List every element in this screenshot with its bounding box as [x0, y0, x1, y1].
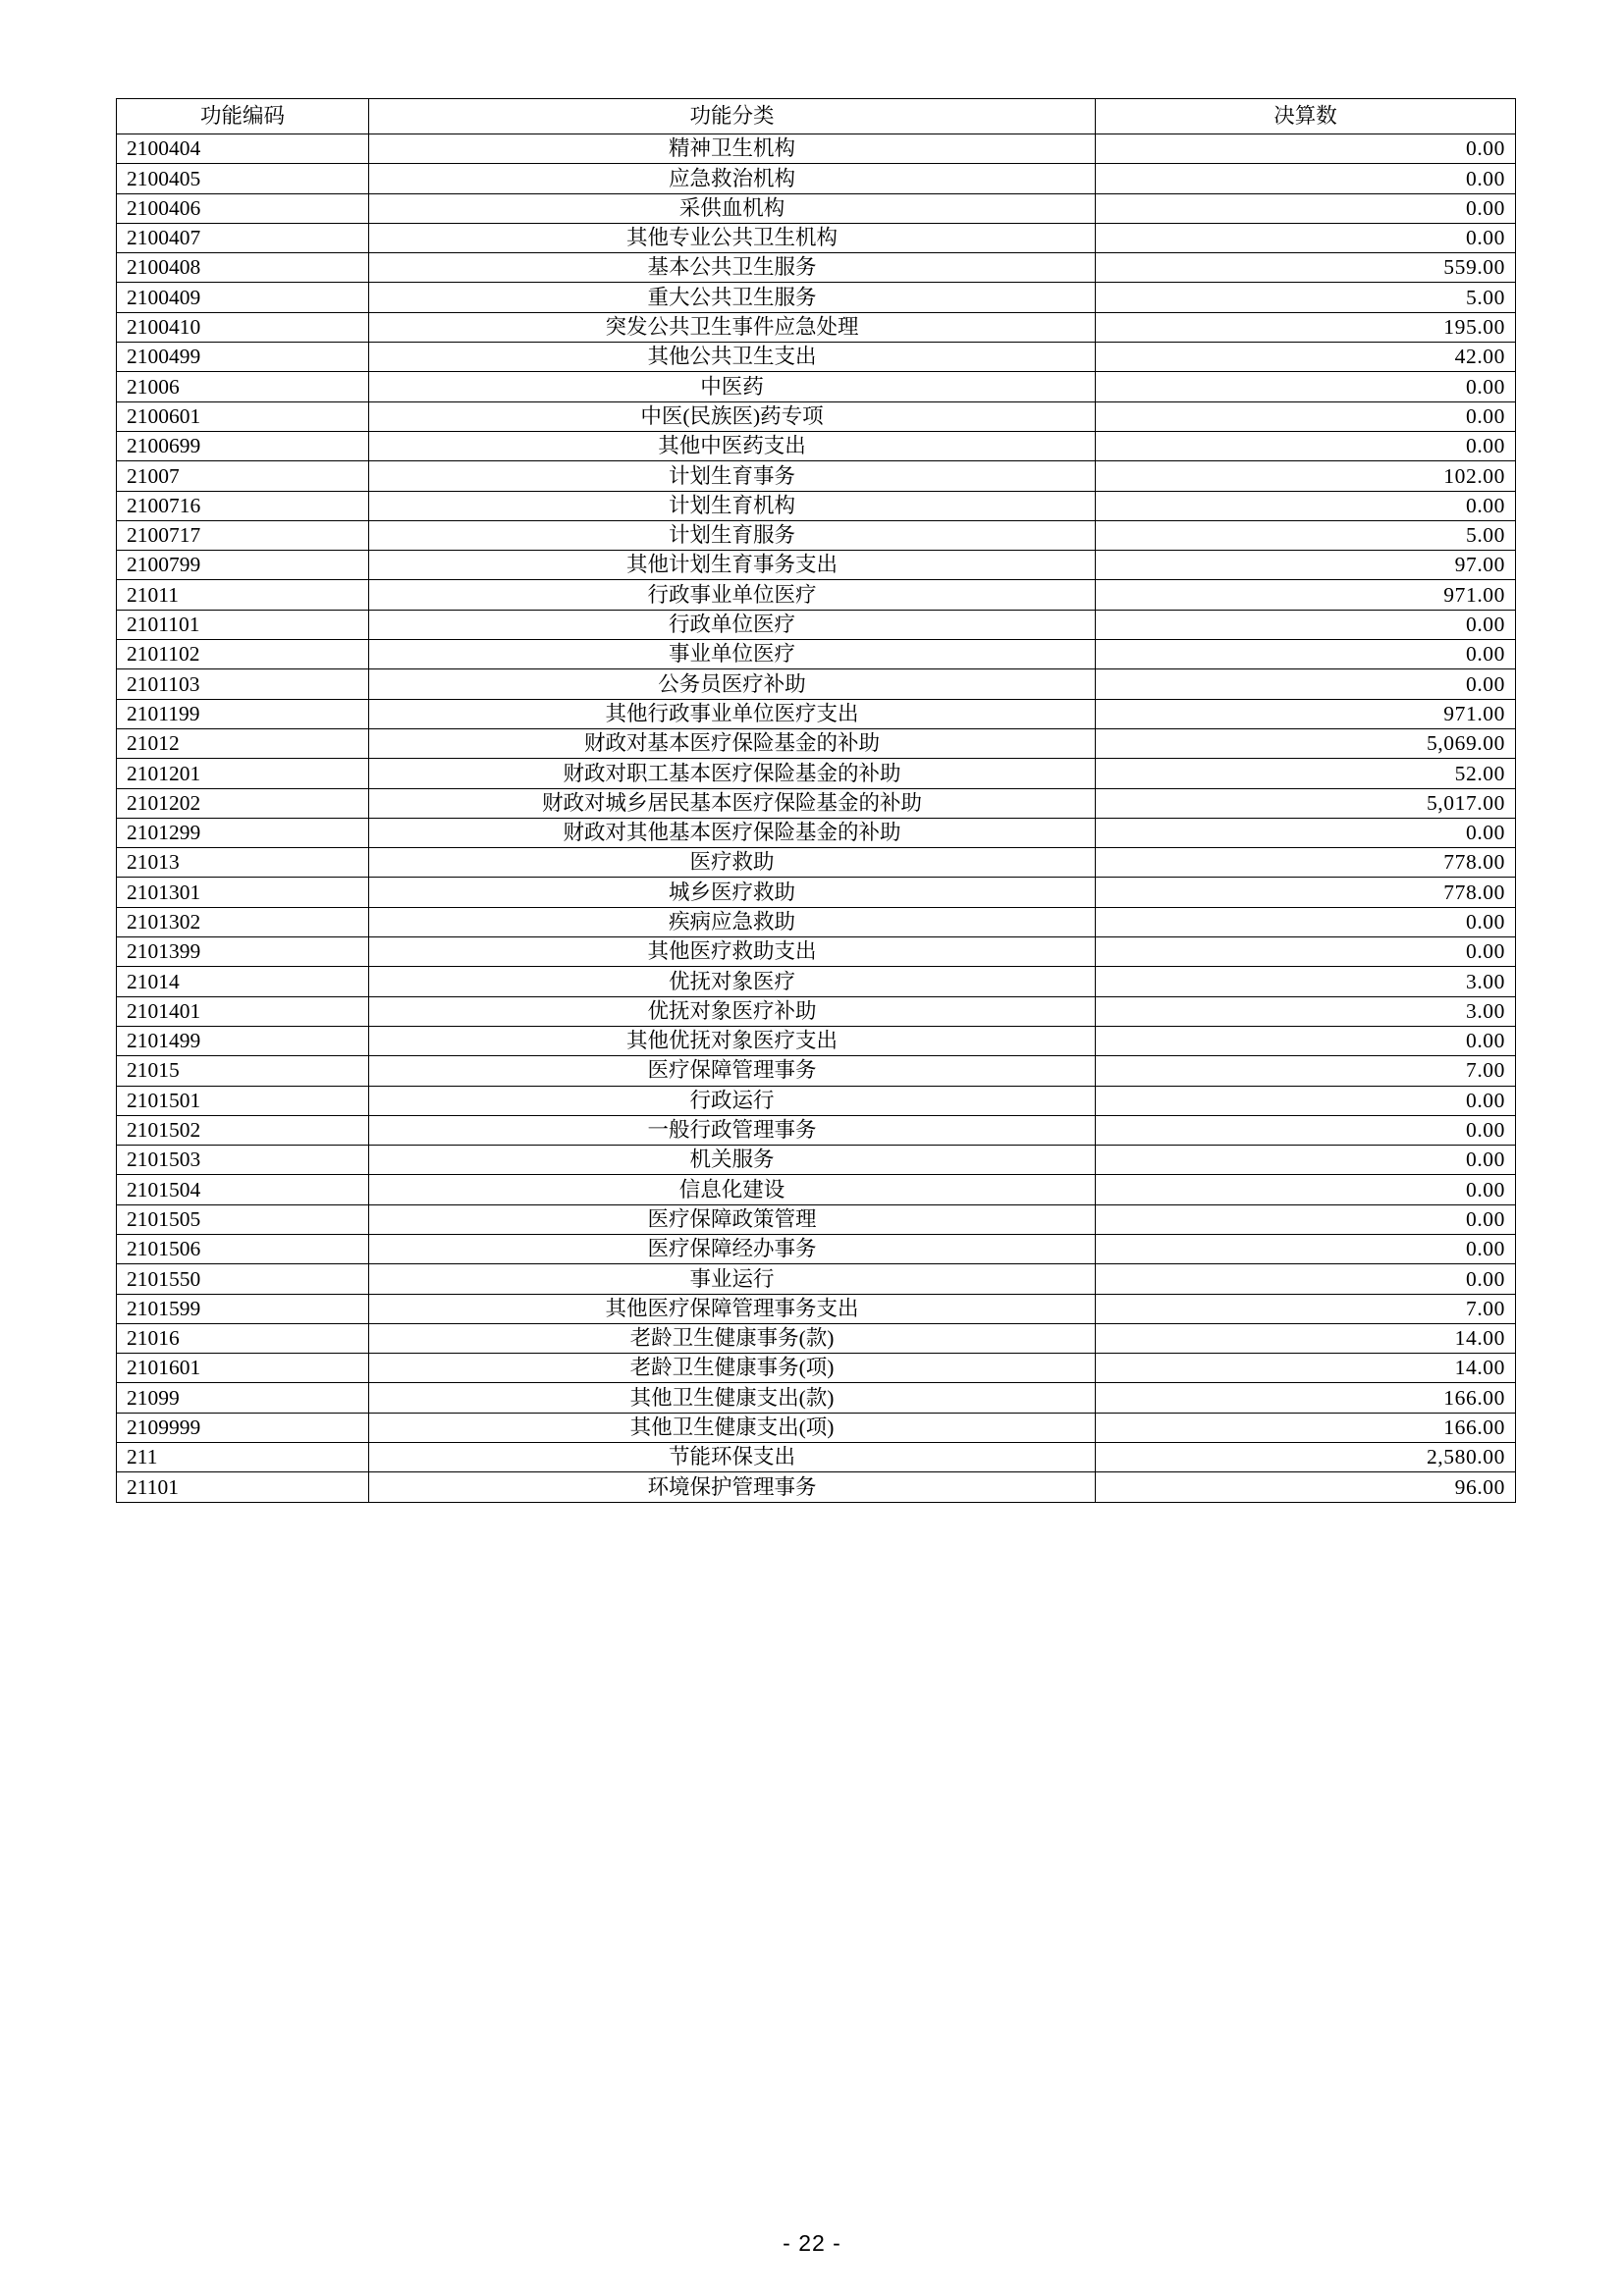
cell-function-code: 21101	[117, 1472, 369, 1502]
cell-final-amount: 0.00	[1096, 193, 1516, 223]
table-row	[117, 431, 1516, 460]
table-row	[117, 372, 1516, 401]
table-row	[117, 788, 1516, 818]
cell-function-category: 计划生育服务	[369, 520, 1096, 550]
table-row	[117, 1204, 1516, 1234]
cell-final-amount: 42.00	[1096, 343, 1516, 372]
cell-final-amount: 0.00	[1096, 401, 1516, 431]
table-row	[117, 401, 1516, 431]
cell-function-category: 其他医疗保障管理事务支出	[369, 1294, 1096, 1323]
page-number-footer: - 22 -	[783, 2230, 841, 2256]
table-row	[117, 937, 1516, 967]
cell-function-category: 事业运行	[369, 1264, 1096, 1294]
cell-final-amount: 0.00	[1096, 1264, 1516, 1294]
cell-function-code: 2101401	[117, 996, 369, 1026]
table-row	[117, 343, 1516, 372]
table-row	[117, 759, 1516, 788]
cell-final-amount: 0.00	[1096, 134, 1516, 164]
cell-function-category: 财政对其他基本医疗保险基金的补助	[369, 818, 1096, 847]
cell-function-category: 其他医疗救助支出	[369, 937, 1096, 967]
cell-final-amount: 2,580.00	[1096, 1443, 1516, 1472]
cell-function-code: 21012	[117, 728, 369, 758]
table-row	[117, 1026, 1516, 1055]
cell-function-code: 2100499	[117, 343, 369, 372]
cell-function-category: 行政单位医疗	[369, 610, 1096, 639]
cell-function-code: 2100699	[117, 431, 369, 460]
table-row	[117, 491, 1516, 520]
table-row	[117, 164, 1516, 193]
table-row	[117, 134, 1516, 164]
table-row	[117, 878, 1516, 907]
cell-final-amount: 0.00	[1096, 1175, 1516, 1204]
table-row	[117, 996, 1516, 1026]
cell-function-code: 2101550	[117, 1264, 369, 1294]
cell-function-category: 医疗保障管理事务	[369, 1056, 1096, 1086]
column-header-function-category: 功能分类	[369, 99, 1096, 134]
cell-function-category: 突发公共卫生事件应急处理	[369, 312, 1096, 342]
cell-function-code: 211	[117, 1443, 369, 1472]
cell-function-category: 城乡医疗救助	[369, 878, 1096, 907]
table-row	[117, 907, 1516, 936]
table-row	[117, 283, 1516, 312]
cell-final-amount: 559.00	[1096, 253, 1516, 283]
cell-function-category: 精神卫生机构	[369, 134, 1096, 164]
cell-function-category: 医疗保障政策管理	[369, 1204, 1096, 1234]
table-row	[117, 699, 1516, 728]
cell-function-code: 2100406	[117, 193, 369, 223]
cell-function-category: 优抚对象医疗补助	[369, 996, 1096, 1026]
table-row	[117, 1354, 1516, 1383]
table-row	[117, 1443, 1516, 1472]
table-row	[117, 253, 1516, 283]
cell-function-code: 2101599	[117, 1294, 369, 1323]
cell-final-amount: 0.00	[1096, 669, 1516, 699]
cell-final-amount: 0.00	[1096, 907, 1516, 936]
cell-final-amount: 166.00	[1096, 1383, 1516, 1413]
cell-final-amount: 0.00	[1096, 610, 1516, 639]
cell-final-amount: 97.00	[1096, 551, 1516, 580]
cell-function-category: 优抚对象医疗	[369, 967, 1096, 996]
cell-function-code: 2101101	[117, 610, 369, 639]
table-row	[117, 1146, 1516, 1175]
table-row	[117, 1086, 1516, 1115]
cell-function-code: 2100408	[117, 253, 369, 283]
cell-function-code: 2101503	[117, 1146, 369, 1175]
table-row	[117, 580, 1516, 610]
table-header	[117, 99, 1516, 134]
cell-function-code: 2100410	[117, 312, 369, 342]
cell-final-amount: 971.00	[1096, 699, 1516, 728]
cell-final-amount: 52.00	[1096, 759, 1516, 788]
cell-function-code: 2101506	[117, 1234, 369, 1263]
cell-function-category: 重大公共卫生服务	[369, 283, 1096, 312]
cell-function-code: 2100799	[117, 551, 369, 580]
table-row	[117, 848, 1516, 878]
cell-function-category: 其他计划生育事务支出	[369, 551, 1096, 580]
cell-function-code: 2100404	[117, 134, 369, 164]
cell-function-code: 2109999	[117, 1413, 369, 1442]
cell-final-amount: 166.00	[1096, 1413, 1516, 1442]
cell-function-category: 财政对城乡居民基本医疗保险基金的补助	[369, 788, 1096, 818]
cell-final-amount: 96.00	[1096, 1472, 1516, 1502]
cell-function-code: 2101499	[117, 1026, 369, 1055]
table-row	[117, 640, 1516, 669]
column-header-final-amount: 决算数	[1096, 99, 1516, 134]
cell-function-code: 2101399	[117, 937, 369, 967]
cell-function-category: 一般行政管理事务	[369, 1115, 1096, 1145]
cell-final-amount: 0.00	[1096, 1086, 1516, 1115]
cell-function-category: 其他优抚对象医疗支出	[369, 1026, 1096, 1055]
cell-final-amount: 778.00	[1096, 878, 1516, 907]
table-row	[117, 1323, 1516, 1353]
cell-final-amount: 7.00	[1096, 1294, 1516, 1323]
cell-function-category: 其他专业公共卫生机构	[369, 223, 1096, 252]
table-row	[117, 193, 1516, 223]
cell-final-amount: 102.00	[1096, 461, 1516, 491]
cell-function-code: 21013	[117, 848, 369, 878]
cell-final-amount: 0.00	[1096, 491, 1516, 520]
table-row	[117, 1264, 1516, 1294]
cell-final-amount: 5.00	[1096, 283, 1516, 312]
cell-function-code: 21015	[117, 1056, 369, 1086]
cell-final-amount: 5,069.00	[1096, 728, 1516, 758]
cell-function-code: 21014	[117, 967, 369, 996]
table-row	[117, 1413, 1516, 1442]
table-row	[117, 610, 1516, 639]
cell-function-code: 2101103	[117, 669, 369, 699]
cell-function-category: 中医药	[369, 372, 1096, 401]
cell-function-category: 其他行政事业单位医疗支出	[369, 699, 1096, 728]
table-row	[117, 461, 1516, 491]
cell-final-amount: 195.00	[1096, 312, 1516, 342]
cell-final-amount: 14.00	[1096, 1354, 1516, 1383]
cell-function-category: 公务员医疗补助	[369, 669, 1096, 699]
cell-function-code: 2101505	[117, 1204, 369, 1234]
cell-function-category: 老龄卫生健康事务(款)	[369, 1323, 1096, 1353]
cell-function-code: 2101202	[117, 788, 369, 818]
cell-function-code: 2101504	[117, 1175, 369, 1204]
cell-function-category: 其他中医药支出	[369, 431, 1096, 460]
cell-final-amount: 5.00	[1096, 520, 1516, 550]
cell-function-code: 2101301	[117, 878, 369, 907]
table-row	[117, 728, 1516, 758]
cell-function-code: 2101201	[117, 759, 369, 788]
cell-final-amount: 14.00	[1096, 1323, 1516, 1353]
cell-function-category: 行政运行	[369, 1086, 1096, 1115]
table-row	[117, 1234, 1516, 1263]
cell-function-category: 行政事业单位医疗	[369, 580, 1096, 610]
table-row	[117, 312, 1516, 342]
column-header-function-code: 功能编码	[117, 99, 369, 134]
cell-function-code: 2101302	[117, 907, 369, 936]
cell-final-amount: 0.00	[1096, 818, 1516, 847]
cell-final-amount: 0.00	[1096, 1204, 1516, 1234]
cell-final-amount: 0.00	[1096, 1146, 1516, 1175]
final-accounts-table	[116, 98, 1516, 1503]
cell-function-category: 计划生育机构	[369, 491, 1096, 520]
cell-function-code: 2101102	[117, 640, 369, 669]
cell-final-amount: 0.00	[1096, 937, 1516, 967]
cell-function-category: 医疗救助	[369, 848, 1096, 878]
cell-final-amount: 0.00	[1096, 223, 1516, 252]
cell-final-amount: 0.00	[1096, 1115, 1516, 1145]
table-header-row	[117, 99, 1516, 134]
cell-final-amount: 0.00	[1096, 1026, 1516, 1055]
cell-final-amount: 7.00	[1096, 1056, 1516, 1086]
cell-function-category: 老龄卫生健康事务(项)	[369, 1354, 1096, 1383]
cell-function-code: 21006	[117, 372, 369, 401]
cell-function-category: 其他公共卫生支出	[369, 343, 1096, 372]
cell-final-amount: 971.00	[1096, 580, 1516, 610]
cell-function-code: 2101299	[117, 818, 369, 847]
cell-function-category: 基本公共卫生服务	[369, 253, 1096, 283]
table-row	[117, 1056, 1516, 1086]
cell-final-amount: 0.00	[1096, 372, 1516, 401]
table-row	[117, 520, 1516, 550]
table-row	[117, 1115, 1516, 1145]
table-row	[117, 1175, 1516, 1204]
cell-final-amount: 0.00	[1096, 431, 1516, 460]
cell-final-amount: 5,017.00	[1096, 788, 1516, 818]
table-row	[117, 1472, 1516, 1502]
cell-function-category: 财政对职工基本医疗保险基金的补助	[369, 759, 1096, 788]
cell-function-code: 2100407	[117, 223, 369, 252]
cell-function-code: 2101501	[117, 1086, 369, 1115]
table-row	[117, 551, 1516, 580]
cell-function-category: 应急救治机构	[369, 164, 1096, 193]
table-row	[117, 1383, 1516, 1413]
cell-function-category: 医疗保障经办事务	[369, 1234, 1096, 1263]
cell-function-category: 其他卫生健康支出(项)	[369, 1413, 1096, 1442]
cell-function-category: 采供血机构	[369, 193, 1096, 223]
cell-function-category: 环境保护管理事务	[369, 1472, 1096, 1502]
cell-final-amount: 3.00	[1096, 967, 1516, 996]
cell-function-code: 2100717	[117, 520, 369, 550]
cell-function-code: 2100601	[117, 401, 369, 431]
table-body	[117, 134, 1516, 1503]
cell-function-category: 信息化建设	[369, 1175, 1096, 1204]
cell-final-amount: 0.00	[1096, 164, 1516, 193]
cell-function-code: 2101502	[117, 1115, 369, 1145]
budget-table-container	[116, 98, 1515, 1503]
cell-final-amount: 3.00	[1096, 996, 1516, 1026]
cell-function-category: 事业单位医疗	[369, 640, 1096, 669]
table-row	[117, 223, 1516, 252]
table-row	[117, 967, 1516, 996]
cell-function-code: 2100409	[117, 283, 369, 312]
cell-function-code: 21007	[117, 461, 369, 491]
cell-final-amount: 778.00	[1096, 848, 1516, 878]
cell-final-amount: 0.00	[1096, 640, 1516, 669]
cell-function-code: 2101199	[117, 699, 369, 728]
table-row	[117, 818, 1516, 847]
cell-function-code: 21016	[117, 1323, 369, 1353]
table-row	[117, 669, 1516, 699]
cell-function-category: 计划生育事务	[369, 461, 1096, 491]
cell-function-code: 2100716	[117, 491, 369, 520]
cell-function-code: 21099	[117, 1383, 369, 1413]
table-row	[117, 1294, 1516, 1323]
cell-function-code: 2101601	[117, 1354, 369, 1383]
cell-function-category: 疾病应急救助	[369, 907, 1096, 936]
cell-final-amount: 0.00	[1096, 1234, 1516, 1263]
cell-function-category: 机关服务	[369, 1146, 1096, 1175]
cell-function-code: 21011	[117, 580, 369, 610]
cell-function-code: 2100405	[117, 164, 369, 193]
cell-function-category: 其他卫生健康支出(款)	[369, 1383, 1096, 1413]
cell-function-category: 节能环保支出	[369, 1443, 1096, 1472]
cell-function-category: 财政对基本医疗保险基金的补助	[369, 728, 1096, 758]
cell-function-category: 中医(民族医)药专项	[369, 401, 1096, 431]
